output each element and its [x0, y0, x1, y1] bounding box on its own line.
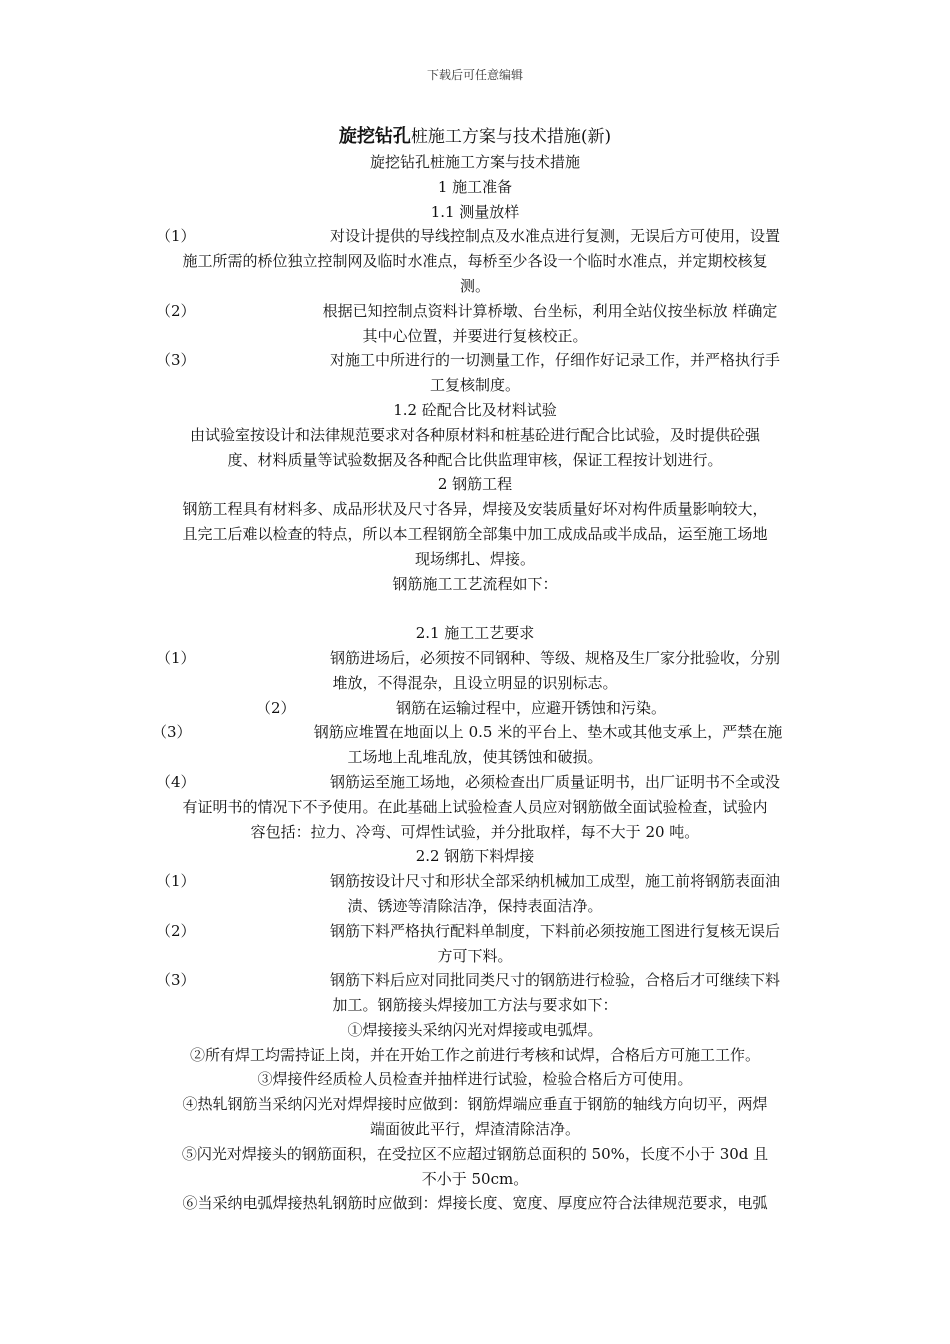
item-text: 根据已知控制点资料计算桥墩、台坐标，利用全站仪按坐标放 样确定	[322, 301, 778, 320]
paragraph-line: 且完工后难以检查的特点，所以本工程钢筋全部集中加工成成品或半成品，运至施工场地	[182, 524, 768, 543]
list-item	[146, 919, 804, 944]
list-item	[146, 348, 804, 373]
document-title	[146, 124, 804, 150]
item-number: （3）	[156, 351, 196, 370]
item-text: 钢筋运至施工场地，必须检查出厂质量证明书，出厂证明书不全或没	[329, 772, 780, 791]
paragraph-line: 容包括：拉力、冷弯、可焊性试验，并分批取样，每不大于 20 吨。	[250, 822, 700, 841]
title-bold: 旋挖钻孔	[338, 126, 411, 147]
list-item	[146, 224, 804, 249]
paragraph-line: 渍、锈迹等清除洁净，保持表面洁净。	[347, 896, 603, 915]
paragraph-line: 方可下料。	[437, 946, 513, 965]
list-item	[146, 720, 804, 745]
section-heading-1: 1 施工准备	[437, 177, 513, 196]
paragraph-line: 工场地上乱堆乱放，使其锈蚀和破损。	[347, 748, 603, 767]
item-number: （1）	[156, 872, 196, 891]
paragraph-line: 由试验室按设计和法律规范要求对各种原材料和桩基砼进行配合比试验，及时提供砼强	[189, 425, 760, 444]
item-text: 钢筋按设计尺寸和形状全部采纳机械加工成型，施工前将钢筋表面油	[329, 872, 780, 891]
subtitle: 旋挖钻孔桩施工方案与技术措施	[369, 153, 580, 171]
paragraph-line: 施工所需的桥位独立控制网及临时水准点，每桥至少各设一个临时水准点，并定期校核复	[182, 252, 768, 271]
item-number: （3）	[156, 971, 196, 990]
weld-requirement-6: ⑥当采纳电弧焊接热轧钢筋时应做到：焊接长度、宽度、厚度应符合法律规范要求，电弧	[182, 1194, 768, 1213]
weld-requirement-2: ②所有焊工均需持证上岗，并在开始工作之前进行考核和试焊，合格后方可施工工作。	[189, 1045, 760, 1064]
paragraph-line: 度、材料质量等试验数据及各种配合比供监理审核，保证工程按计划进行。	[227, 450, 723, 469]
section-heading-2-1: 2.1 施工工艺要求	[415, 624, 535, 643]
paragraph-line: 加工。钢筋接头焊接加工方法与要求如下：	[332, 996, 618, 1015]
item-number: （1）	[156, 227, 196, 246]
paragraph-line: 不小于 50cm。	[421, 1169, 529, 1188]
page-header: 下载后可任意编辑	[426, 68, 523, 82]
item-text: 钢筋下料严格执行配料单制度，下料前必须按施工图进行复核无误后	[329, 921, 780, 940]
weld-requirement-1: ①焊接接头采纳闪光对焊接或电弧焊。	[347, 1020, 603, 1039]
paragraph-line: 其中心位置，并要进行复核校正。	[362, 326, 588, 345]
section-heading-2-2: 2.2 钢筋下料焊接	[415, 847, 535, 866]
section-heading-1-1: 1.1 测量放样	[430, 202, 520, 221]
list-item	[146, 968, 804, 993]
paragraph-line: 工复核制度。	[429, 376, 520, 395]
blank-line	[146, 596, 804, 621]
list-item	[146, 299, 804, 324]
paragraph-line: 钢筋工程具有材料多、成品形状及尺寸各异，焊接及安装质量好坏对构件质量影响较大，	[182, 500, 768, 519]
document-body	[146, 124, 804, 1216]
weld-requirement-5: ⑤闪光对焊接头的钢筋面积，在受拉区不应超过钢筋总面积的 50%，长度不小于 30d 且	[181, 1144, 769, 1163]
list-item	[146, 646, 804, 671]
item-text: 钢筋应堆置在地面以上 0.5 米的平台上、垫木或其他支承上，严禁在施	[313, 723, 783, 742]
item-number: （1）	[156, 648, 196, 667]
section-heading-1-2: 1.2 砼配合比及材料试验	[393, 400, 557, 419]
paragraph-line: 钢筋施工工艺流程如下：	[392, 574, 558, 593]
item-text: 对设计提供的导线控制点及水准点进行复测，无误后方可使用，设置	[329, 227, 780, 246]
paragraph-line: 端面彼此平行，焊渣清除洁净。	[369, 1120, 580, 1139]
item-text: 钢筋在运输过程中，应避开锈蚀和污染。	[396, 698, 667, 717]
item-text: 对施工中所进行的一切测量工作，仔细作好记录工作，并严格执行手	[329, 351, 780, 370]
item-number: （3）	[152, 723, 192, 742]
title-rest: 桩施工方案与技术措施(新)	[410, 127, 612, 147]
list-item	[146, 696, 804, 721]
paragraph-line: 堆放，不得混杂，且设立明显的识别标志。	[332, 673, 618, 692]
paragraph-line: 测。	[459, 276, 490, 295]
section-heading-2: 2 钢筋工程	[437, 475, 513, 494]
paragraph-line: 现场绑扎、焊接。	[414, 549, 535, 568]
weld-requirement-4: ④热轧钢筋当采纳闪光对焊焊接时应做到：钢筋焊端应垂直于钢筋的轴线方向切平，两焊	[182, 1095, 768, 1114]
item-number: （2）	[256, 698, 296, 717]
item-number: （4）	[156, 772, 196, 791]
weld-requirement-3: ③焊接件经质检人员检查并抽样进行试验，检验合格后方可使用。	[257, 1070, 693, 1089]
item-number: （2）	[156, 301, 196, 320]
item-text: 钢筋下料后应对同批同类尺寸的钢筋进行检验，合格后才可继续下料	[329, 971, 780, 990]
list-item	[146, 869, 804, 894]
list-item	[146, 770, 804, 795]
paragraph-line: 有证明书的情况下不予使用。在此基础上试验检查人员应对钢筋做全面试验检查，试验内	[182, 797, 768, 816]
item-text: 钢筋进场后，必须按不同钢种、等级、规格及生厂家分批验收，分别	[329, 648, 780, 667]
item-number: （2）	[156, 921, 196, 940]
